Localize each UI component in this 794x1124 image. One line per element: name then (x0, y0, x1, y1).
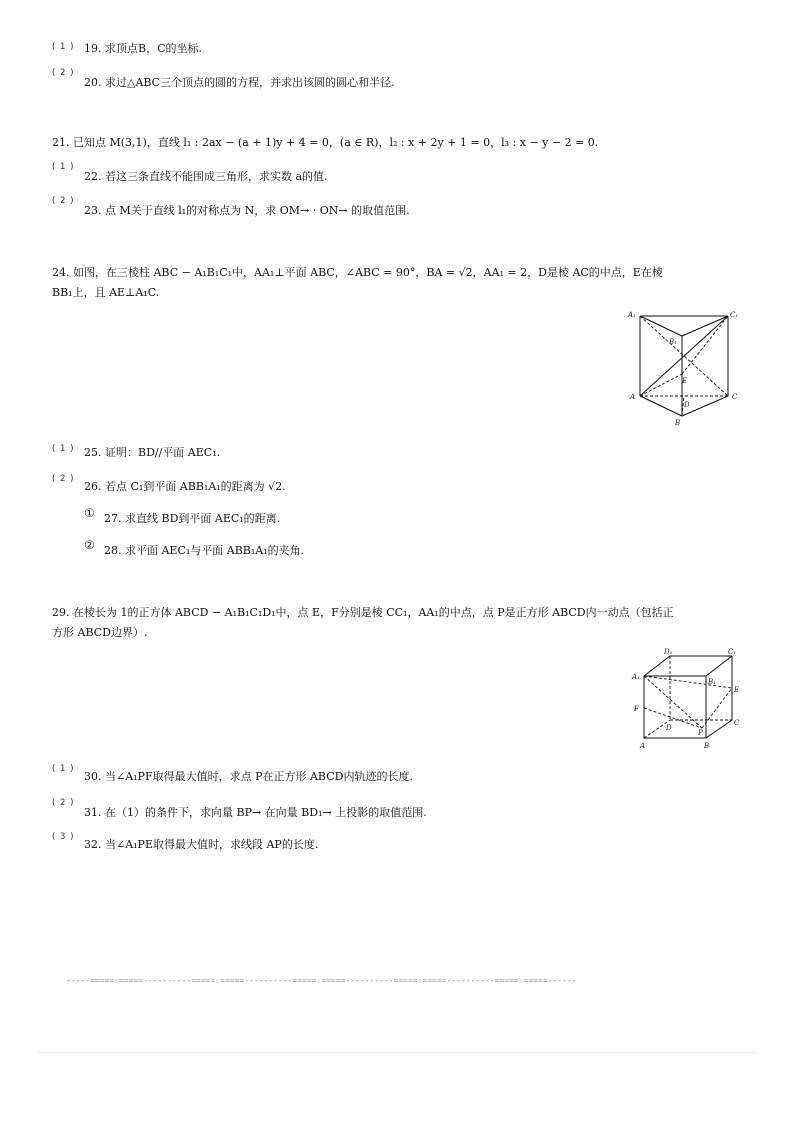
question-32-text: 32. 当∠A₁PE取得最大值时，求线段 AP的长度. (84, 838, 319, 851)
label-A1: A₁ (632, 673, 640, 681)
question-23-text: 23. 点 M关于直线 l₁的对称点为 N，求 OM→ · ON→ 的取值范围. (84, 204, 410, 217)
problem-29-stem-line1: 29. 在棱长为 1的正方体 ABCD − A₁B₁C₁D₁中，点 E，F分别是棱 CC₁，AA₁的中点，点 P是正方形 ABCD内一动点（包括正 (52, 606, 674, 619)
problem-21-stem: 21. 已知点 M(3,1)，直线 l₁ : 2ax − (a + 1)y + 4 = 0，(a ∈ R)，l₂ : x + 2y + 1 = 0，l₃ : x − y − 2 = 0. (52, 136, 599, 149)
question-22-text: 22. 若这三条直线不能围成三角形，求实数 a的值. (84, 170, 328, 183)
label-F: F (634, 705, 639, 713)
label-E: E (682, 377, 688, 385)
label-C: C (732, 393, 738, 401)
cube-figure (628, 646, 748, 754)
label-A1: A₁ (628, 311, 636, 319)
separator-line: -----=====☆=====----------=====☆=====----------=====☆=====----------=====☆=====----------=====☆=====------ (66, 976, 577, 985)
question-28-text: 28. 求平面 AEC₁与平面 ABB₁A₁的夹角. (104, 544, 305, 557)
problem-29-stem-line2: 方形 ABCD边界）. (52, 626, 148, 639)
label-C: C (734, 719, 740, 727)
question-25-text: 25. 证明：BD//平面 AEC₁. (84, 446, 221, 459)
label-A: A (630, 393, 636, 401)
problem-24-stem-line2: BB₁上，且 AE⊥A₁C. (52, 286, 160, 299)
label-B1: B₁ (669, 338, 677, 346)
part-label: ( 2 ) (52, 474, 75, 484)
question-30-text: 30. 当∠A₁PF取得最大值时，求点 P在正方形 ABCD内轨迹的长度. (84, 770, 413, 783)
question-26-text: 26. 若点 C₁到平面 ABB₁A₁的距离为 √2. (84, 480, 286, 493)
part-label: ( 2 ) (52, 196, 75, 206)
label-D: D (666, 724, 672, 732)
problem-24-stem-line1: 24. 如图，在三棱柱 ABC − A₁B₁C₁中，AA₁⊥平面 ABC，∠ABC = 90°，BA = √2，AA₁ = 2，D是棱 AC的中点，E在棱 (52, 266, 663, 279)
part-label: ( 1 ) (52, 42, 75, 52)
label-P: P (698, 729, 703, 737)
part-label: ( 1 ) (52, 764, 75, 774)
label-A: A (640, 742, 646, 750)
label-C1: C₁ (728, 648, 737, 656)
part-label: ( 2 ) (52, 798, 75, 808)
prism-figure (622, 304, 746, 428)
question-19-text: 19. 求顶点B，C的坐标. (84, 42, 202, 55)
divider (38, 1052, 758, 1053)
label-B1: B₁ (708, 678, 716, 686)
question-31-text: 31. 在（1）的条件下，求向量 BP→ 在向量 BD₁→ 上投影的取值范围. (84, 806, 427, 819)
circled-number: ① (84, 506, 95, 520)
part-label: ( 1 ) (52, 162, 75, 172)
label-E: E (734, 686, 740, 694)
label-D: D (684, 401, 690, 409)
label-B: B (704, 742, 710, 750)
part-label: ( 1 ) (52, 444, 75, 454)
part-label: ( 2 ) (52, 68, 75, 78)
part-label: ( 3 ) (52, 832, 75, 842)
label-C1: C₁ (730, 311, 739, 319)
question-27-text: 27. 求直线 BD到平面 AEC₁的距离. (104, 512, 281, 525)
circled-number: ② (84, 538, 95, 552)
question-20-text: 20. 求过△ABC三个顶点的圆的方程，并求出该圆的圆心和半径. (84, 76, 395, 89)
label-D1: D₁ (664, 648, 673, 656)
label-B: B (675, 419, 681, 427)
